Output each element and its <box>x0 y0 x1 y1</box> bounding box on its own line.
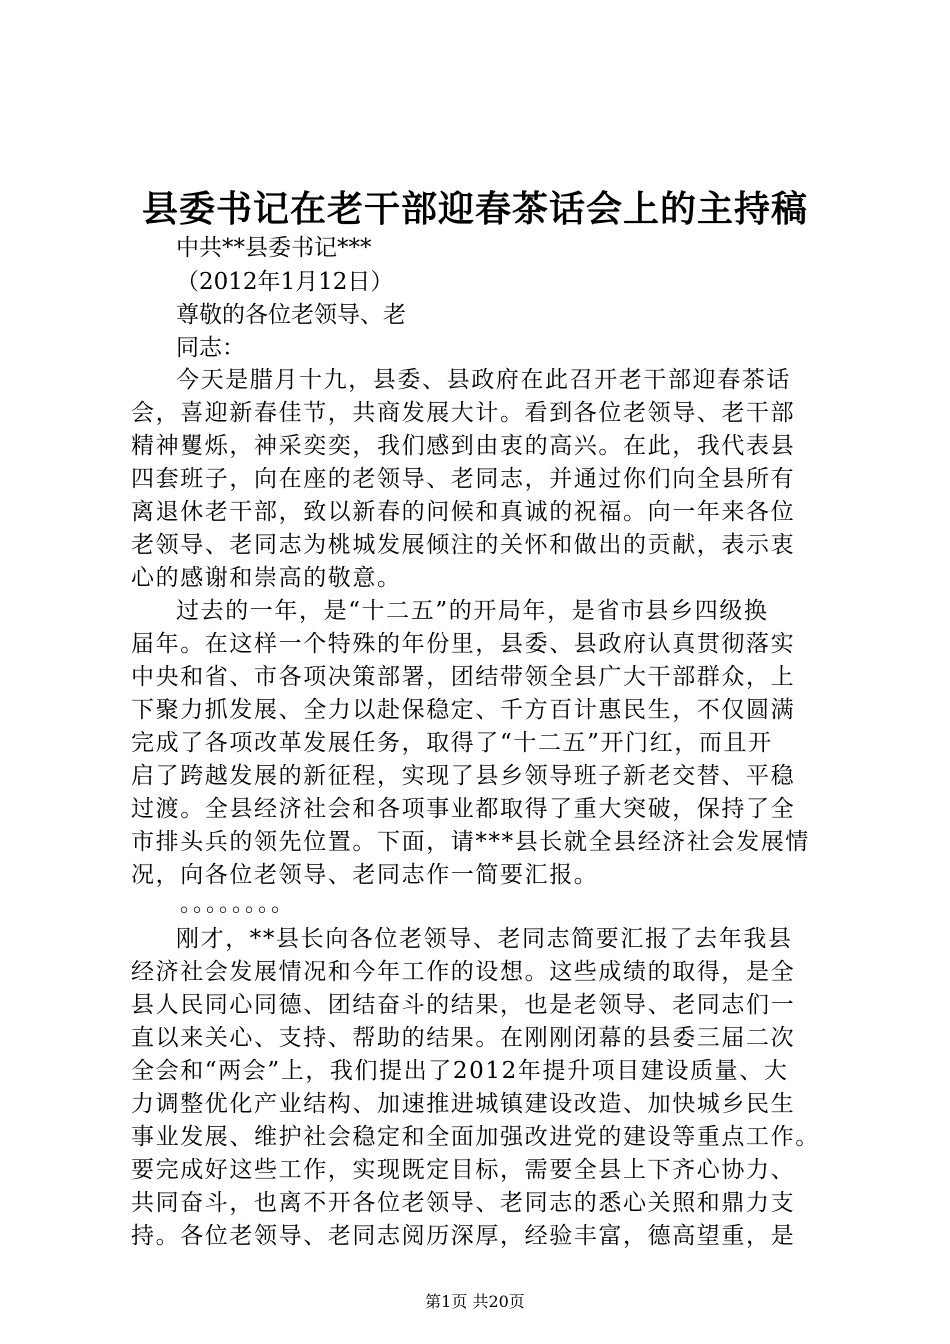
paragraph-line: 共同奋斗，也离不开各位老领导、老同志的悉心关照和鼎力支 <box>131 1190 796 1216</box>
paragraph-line: 县人民同心同德、团结奋斗的结果，也是老领导、老同志们一 <box>131 992 796 1018</box>
paragraph-line: 精神矍烁，神采奕奕，我们感到由衷的高兴。在此，我代表县 <box>131 433 796 459</box>
paragraph-line: 直以来关心、支持、帮助的结果。在刚刚闭幕的县委三届二次 <box>131 1025 796 1051</box>
paragraph-line: 事业发展、维护社会稳定和全面加强改进党的建设等重点工作。 <box>131 1124 820 1150</box>
salutation-line-1: 尊敬的各位老领导、老 <box>176 302 406 328</box>
paragraph-line: 届年。在这样一个特殊的年份里，县委、县政府认真贯彻落实 <box>131 631 796 657</box>
paragraph-line: 市排头兵的领先位置。下面，请***县长就全县经济社会发展情 <box>131 829 810 855</box>
paragraph-line: 况，向各位老领导、老同志作一简要汇报。 <box>131 862 599 888</box>
paragraph-line: 老领导、老同志为桃城发展倾注的关怀和做出的贡献，表示衷 <box>131 532 796 558</box>
paragraph-line: 要完成好这些工作，实现既定目标，需要全县上下齐心协力、 <box>131 1157 796 1183</box>
paragraph-line: 离退休老干部，致以新春的问候和真诚的祝福。向一年来各位 <box>131 499 796 525</box>
paragraph-line: 经济社会发展情况和今年工作的设想。这些成绩的取得，是全 <box>131 959 796 985</box>
document-title: 县委书记在老干部迎春茶话会上的主持稿 <box>141 188 808 230</box>
paragraph-line: 四套班子，向在座的老领导、老同志，并通过你们向全县所有 <box>131 466 796 492</box>
paragraph-line: 会，喜迎新春佳节，共商发展大计。看到各位老领导、老干部 <box>131 400 796 426</box>
page-footer: 第1页 共20页 <box>425 1292 525 1311</box>
paragraph-line: 持。各位老领导、老同志阅历深厚，经验丰富，德高望重，是 <box>131 1223 796 1249</box>
paragraph-line: 启了跨越发展的新征程，实现了县乡领导班子新老交替、平稳 <box>131 763 796 789</box>
date-line: （2012年1月12日） <box>176 269 394 295</box>
paragraph-line: 今天是腊月十九，县委、县政府在此召开老干部迎春茶话 <box>176 367 791 393</box>
paragraph-line: 全会和“两会”上，我们提出了2012年提升项目建设质量、大 <box>131 1058 789 1084</box>
paragraph-line: 刚才，**县长向各位老领导、老同志简要汇报了去年我县 <box>176 926 793 952</box>
paragraph-line: 下聚力抓发展、全力以赴保稳定、千方百计惠民生，不仅圆满 <box>131 697 796 723</box>
paragraph-line: 完成了各项改革发展任务，取得了“十二五”开门红，而且开 <box>131 730 773 756</box>
paragraph-line: 心的感谢和崇高的敬意。 <box>131 565 402 591</box>
salutation-line-2: 同志： <box>176 335 245 361</box>
paragraph-line: 过去的一年，是“十二五”的开局年，是省市县乡四级换 <box>176 598 769 624</box>
paragraph-line: 力调整优化产业结构、加速推进城镇建设改造、加快城乡民生 <box>131 1091 796 1117</box>
paragraph-line: 过渡。全县经济社会和各项事业都取得了重大突破，保持了全 <box>131 796 796 822</box>
omission-marks: 。。。。。。。。 <box>180 892 296 917</box>
paragraph-line: 中央和省、市各项决策部署，团结带领全县广大干部群众，上 <box>131 664 796 690</box>
author-line: 中共**县委书记*** <box>176 235 372 261</box>
